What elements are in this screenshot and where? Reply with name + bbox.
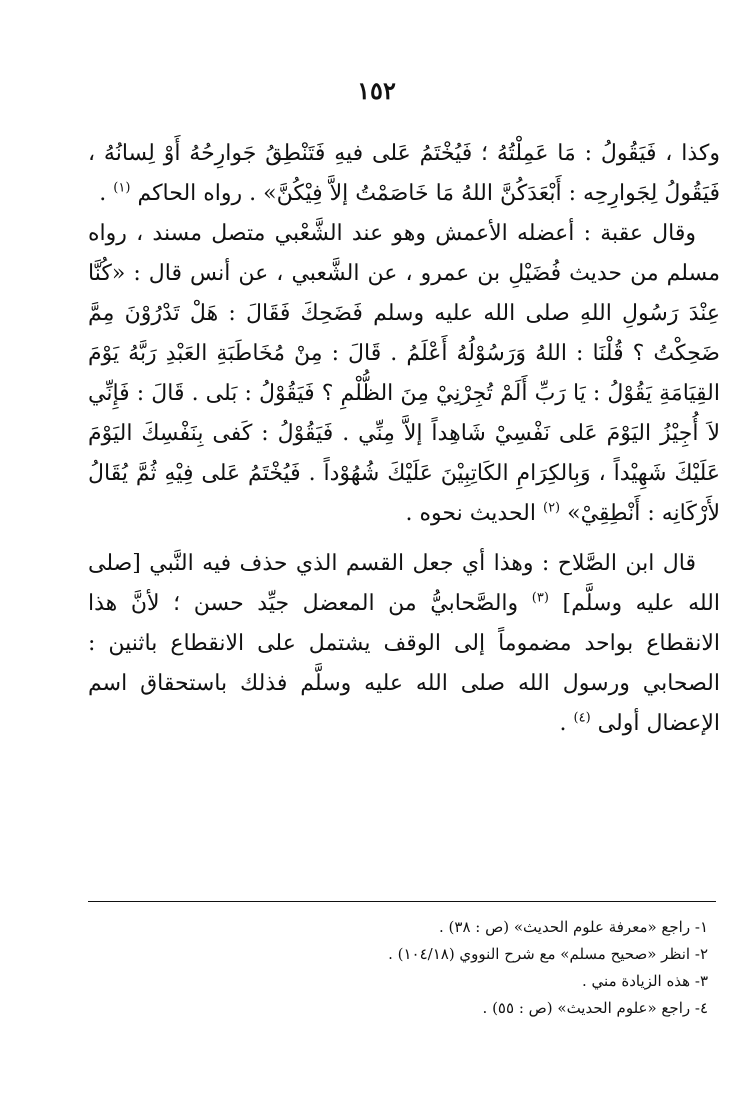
paragraph-2-tail: الحديث نحوه .	[405, 501, 543, 526]
footnote-1: ١- راجع «معرفة علوم الحديث» (ص : ٣٨) .	[439, 918, 708, 936]
footnote-3: ٣- هذه الزيادة مني .	[582, 972, 708, 990]
footnotes	[150, 914, 716, 1022]
paragraph-1	[88, 134, 720, 214]
paragraph-3	[88, 544, 720, 744]
main-text	[88, 134, 720, 744]
paragraph-3-middle: والصَّحابيُّ من المعضل جيِّد حسن ؛ لأنَّ هذا الانقطاع بواحد مضموماً إلى الوقف يشتمل على الانقطاع باثنين : الصحابي ورسول الله صلى الله عليه وسلَّم فذلك باستحقاق اسم الإعضال أولى	[88, 591, 720, 736]
paragraph-2	[88, 214, 720, 534]
footnote-ref-2: (٢)	[542, 500, 561, 516]
footnote-ref-4: (٤)	[573, 710, 591, 726]
footnote-4: ٤- راجع «علوم الحديث» (ص : ٥٥) .	[482, 999, 708, 1017]
footnote-ref-1: (١)	[113, 180, 131, 196]
paragraph-3-tail: .	[559, 711, 574, 736]
paragraph-2-text: وقال عقبة : أعضله الأعمش وهو عند الشَّعْبي متصل مسند ، رواه مسلم من حديث فُضَيْلِ بن عمرو ، عن الشَّعبي ، عن أنس قال : «كُنَّا عِنْدَ رَسُولِ اللهِ صلى الله عليه وسلم فَضَحِكَ فَقَالَ : هَلْ تَدْرُوْنَ مِمَّ ضَحِكْتُ ؟ قُلْنَا : اللهُ وَرَسُوْلُهُ أَعْلَمُ . قَالَ : مِنْ مُخَاطَبَةِ العَبْدِ رَبَّهُ يَوْمَ القِيَامَةِ يَقُوْلُ : يَا رَبِّ أَلَمْ تُجِرْنِيْ مِنَ الظُّلْمِ ؟ فَيَقُوْلُ : بَلى . قَالَ : فَإِنِّي لاَ أُجِيْزُ اليَوْمَ عَلى نَفْسِيْ شَاهِداً إلاَّ مِنِّي . فَيَقُوْلُ : كَفى بِنَفْسِكَ اليَوْمَ عَلَيْكَ شَهِيْداً ، وَبِالكِرَامِ الكَاتِبِيْنَ عَلَيْكَ شُهُوْداً . فَيُخْتَمُ عَلى فِيْهِ ثُمَّ يُقَالُ لأَرْكَانِه : أَنْطِقِيْ»	[88, 221, 720, 526]
paragraph-1-text: وكذا ، فَيَقُولُ : مَا عَمِلْتُهُ ؛ فَيُخْتَمُ عَلى فيهِ فَتَنْطِقُ جَوارِحُهُ أَوْ لِسانُهُ ، فَيَقُولُ لِجَوارِحِه : أَبْعَدَكُنَّ اللهُ مَا خَاصَمْتُ إلاَّ فِيْكُنَّ» . رواه الحاكم	[88, 141, 720, 206]
page-number: ١٥٢	[357, 76, 396, 105]
paragraph-1-tail: .	[99, 181, 114, 206]
footnote-ref-3: (٣)	[531, 590, 549, 606]
paragraph-3-text: قال ابن الصَّلاح : وهذا أي جعل القسم الذي حذف فيه النَّبي [صلى الله عليه وسلَّم]	[88, 551, 720, 616]
footnote-divider	[88, 901, 716, 902]
footnote-2: ٢- انظر «صحيح مسلم» مع شرح النووي (١٠٤/١٨) .	[388, 945, 708, 963]
